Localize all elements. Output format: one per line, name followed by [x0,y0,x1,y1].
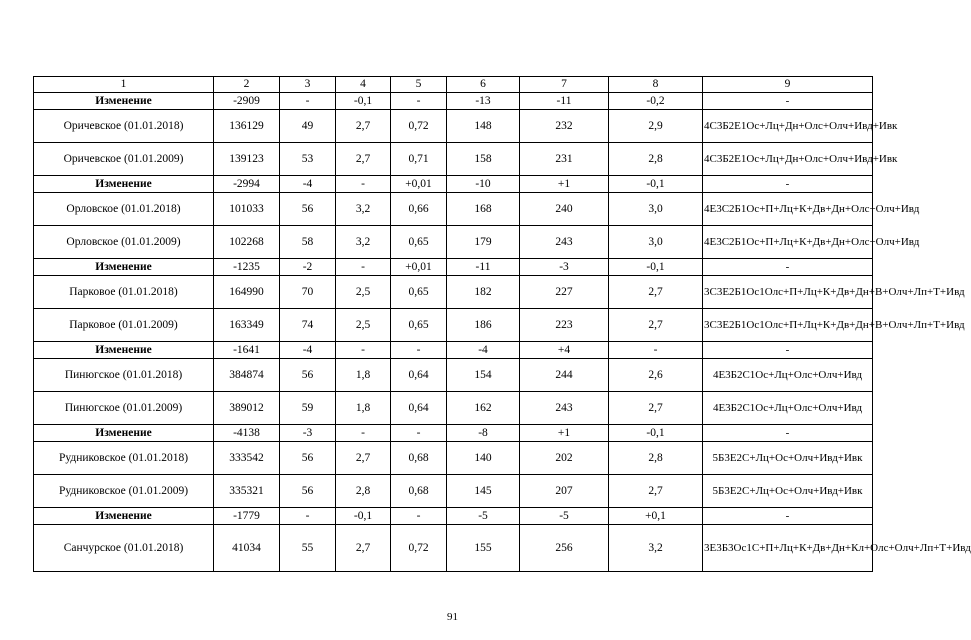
table-cell: - [280,508,336,525]
header-cell: 3 [280,77,336,93]
table-cell: 2,8 [336,475,391,508]
table-cell: 333542 [214,442,280,475]
table-cell: -0,2 [609,93,703,110]
table-cell: -4 [280,342,336,359]
table-cell: 163349 [214,309,280,342]
table-row [34,110,873,143]
table-cell: 389012 [214,392,280,425]
table-cell: -0,1 [336,508,391,525]
table-cell: -0,1 [609,259,703,276]
table-cell: -4 [280,176,336,193]
table-cell: -0,1 [609,425,703,442]
change-row [34,176,873,193]
composition-cell: - [703,93,873,110]
change-row [34,342,873,359]
row-label-cell: Пинюгское (01.01.2018) [34,359,214,392]
composition-cell: - [703,342,873,359]
table-cell: 0,65 [391,309,447,342]
row-label-cell: Парковое (01.01.2009) [34,309,214,342]
table-cell: 227 [520,276,609,309]
table-cell: 243 [520,392,609,425]
table-cell: -10 [447,176,520,193]
composition-cell: 3С3Е2Б1Ос1Олс+П+Лц+К+Дв+Дн+В+Олч+Лп+Т+Ивд [703,276,873,309]
composition-cell: 5Б3Е2С+Лц+Ос+Олч+Ивд+Ивк [703,442,873,475]
change-row [34,93,873,110]
table-cell: -0,1 [609,176,703,193]
table-cell: 136129 [214,110,280,143]
table-cell: 3,2 [609,525,703,572]
table-cell: 243 [520,226,609,259]
table-cell: -3 [520,259,609,276]
table-row [34,193,873,226]
table-cell: 58 [280,226,336,259]
table-cell: -3 [280,425,336,442]
table-cell: 49 [280,110,336,143]
table-cell: -5 [520,508,609,525]
table-cell: - [391,93,447,110]
table-cell: 2,9 [609,110,703,143]
table-cell: 164990 [214,276,280,309]
table-cell: 2,8 [609,442,703,475]
composition-cell: - [703,508,873,525]
table-cell: 101033 [214,193,280,226]
table-cell: 0,65 [391,276,447,309]
data-table [33,76,971,572]
row-label-cell: Парковое (01.01.2018) [34,276,214,309]
row-label-cell: Изменение [34,259,214,276]
header-cell: 2 [214,77,280,93]
table-cell: 70 [280,276,336,309]
table-cell: - [336,176,391,193]
table-cell: 102268 [214,226,280,259]
table-cell: 59 [280,392,336,425]
table-cell: 2,6 [609,359,703,392]
composition-cell: 3Е3Б3Ос1С+П+Лц+К+Дв+Дн+Кл+Олс+Олч+Лп+Т+Ивд [703,525,873,572]
composition-cell: 5Б3Е2С+Лц+Ос+Олч+Ивд+Ивк [703,475,873,508]
header-cell: 9 [703,77,873,93]
table-cell: 162 [447,392,520,425]
page-number: 91 [447,611,458,623]
table-cell: 0,64 [391,392,447,425]
change-row [34,508,873,525]
table-cell: - [280,93,336,110]
table-cell: - [336,342,391,359]
table-cell: 56 [280,475,336,508]
row-label-cell: Орловское (01.01.2018) [34,193,214,226]
change-row [34,259,873,276]
table-cell: 0,72 [391,110,447,143]
table-cell: 244 [520,359,609,392]
table-cell: - [609,342,703,359]
header-cell: 4 [336,77,391,93]
table-cell: 1,8 [336,392,391,425]
table-cell: 1,8 [336,359,391,392]
table-cell: - [336,425,391,442]
table-cell: +1 [520,425,609,442]
table-cell: 154 [447,359,520,392]
table-cell: 0,68 [391,442,447,475]
table-cell: 3,0 [609,226,703,259]
table-cell: 2,7 [609,475,703,508]
table-cell: -2994 [214,176,280,193]
table-cell: -2 [280,259,336,276]
table-cell: 74 [280,309,336,342]
table-cell: -5 [447,508,520,525]
composition-cell: - [703,176,873,193]
table-row [34,475,873,508]
header-cell: 8 [609,77,703,93]
composition-cell: - [703,259,873,276]
table-cell: +4 [520,342,609,359]
header-cell: 6 [447,77,520,93]
table-cell: 0,64 [391,359,447,392]
change-row [34,425,873,442]
table-cell: 168 [447,193,520,226]
table-cell: 3,2 [336,226,391,259]
composition-cell: - [703,425,873,442]
table-cell: 2,7 [336,442,391,475]
table-cell: -0,1 [336,93,391,110]
header-cell: 1 [34,77,214,93]
table-cell: -1779 [214,508,280,525]
row-label-cell: Оричевское (01.01.2018) [34,110,214,143]
table-cell: +0,1 [609,508,703,525]
table-cell: -13 [447,93,520,110]
table-cell: 158 [447,143,520,176]
table-cell: 186 [447,309,520,342]
composition-cell: 4Е3Б2С1Ос+Лц+Олс+Олч+Ивд [703,359,873,392]
table-cell: 55 [280,525,336,572]
table-row [34,442,873,475]
table-row [34,276,873,309]
table-cell: 2,8 [609,143,703,176]
table-cell: 335321 [214,475,280,508]
table-row [34,525,873,572]
table-row [34,226,873,259]
table-cell: 2,5 [336,276,391,309]
header-cell: 7 [520,77,609,93]
table-cell: 384874 [214,359,280,392]
table-cell: - [336,259,391,276]
table-cell: 182 [447,276,520,309]
table-cell: 2,5 [336,309,391,342]
header-cell: 5 [391,77,447,93]
table-cell: 2,7 [609,392,703,425]
table-cell: 148 [447,110,520,143]
table-cell: -1235 [214,259,280,276]
table-cell: 56 [280,359,336,392]
table-cell: 0,66 [391,193,447,226]
table-cell: 41034 [214,525,280,572]
row-label-cell: Оричевское (01.01.2009) [34,143,214,176]
table-cell: 3,0 [609,193,703,226]
row-label-cell: Изменение [34,176,214,193]
composition-cell: 3С3Е2Б1Ос1Олс+П+Лц+К+Дв+Дн+В+Олч+Лп+Т+Ивд [703,309,873,342]
table-cell: 2,7 [609,276,703,309]
table-cell: 223 [520,309,609,342]
row-label-cell: Изменение [34,342,214,359]
composition-cell: 4С3Б2Е1Ос+Лц+Дн+Олс+Олч+Ивд+Ивк [703,110,873,143]
row-label-cell: Изменение [34,508,214,525]
table-cell: +0,01 [391,176,447,193]
table-cell: -8 [447,425,520,442]
table-cell: -11 [447,259,520,276]
row-label-cell: Санчурское (01.01.2018) [34,525,214,572]
row-label-cell: Рудниковское (01.01.2018) [34,442,214,475]
table-cell: +0,01 [391,259,447,276]
table-cell: 232 [520,110,609,143]
composition-cell: 4Е3Б2С1Ос+Лц+Олс+Олч+Ивд [703,392,873,425]
table-cell: 139123 [214,143,280,176]
row-label-cell: Пинюгское (01.01.2009) [34,392,214,425]
table-cell: 2,7 [336,525,391,572]
table-cell: 207 [520,475,609,508]
table-cell: 0,65 [391,226,447,259]
table-cell: - [391,508,447,525]
table-cell: - [391,425,447,442]
table-row [34,359,873,392]
table-cell: 2,7 [609,309,703,342]
table-cell: 140 [447,442,520,475]
composition-cell: 4Е3С2Б1Ос+П+Лц+К+Дв+Дн+Олс+Олч+Ивд [703,193,873,226]
table-row [34,392,873,425]
table-cell: 56 [280,442,336,475]
table-cell: -4138 [214,425,280,442]
composition-cell: 4С3Б2Е1Ос+Лц+Дн+Олс+Олч+Ивд+Ивк [703,143,873,176]
table-cell: -1641 [214,342,280,359]
table-cell: 0,71 [391,143,447,176]
table-cell: 202 [520,442,609,475]
table-cell: +1 [520,176,609,193]
table-cell: 2,7 [336,110,391,143]
table-cell: 145 [447,475,520,508]
table-cell: 155 [447,525,520,572]
table-cell: 179 [447,226,520,259]
table-cell: 231 [520,143,609,176]
table-cell: -4 [447,342,520,359]
row-label-cell: Рудниковское (01.01.2009) [34,475,214,508]
row-label-cell: Изменение [34,93,214,110]
table-cell: 0,68 [391,475,447,508]
table-cell: 3,2 [336,193,391,226]
table-cell: 0,72 [391,525,447,572]
header-row [34,77,873,93]
table-cell: -2909 [214,93,280,110]
table-cell: 56 [280,193,336,226]
table-cell: 256 [520,525,609,572]
table-row [34,143,873,176]
composition-cell: 4Е3С2Б1Ос+П+Лц+К+Дв+Дн+Олс+Олч+Ивд [703,226,873,259]
row-label-cell: Орловское (01.01.2009) [34,226,214,259]
table-cell: -11 [520,93,609,110]
table-cell: 240 [520,193,609,226]
row-label-cell: Изменение [34,425,214,442]
table-cell: 2,7 [336,143,391,176]
table-cell: 53 [280,143,336,176]
table-cell: - [391,342,447,359]
table-row [34,309,873,342]
